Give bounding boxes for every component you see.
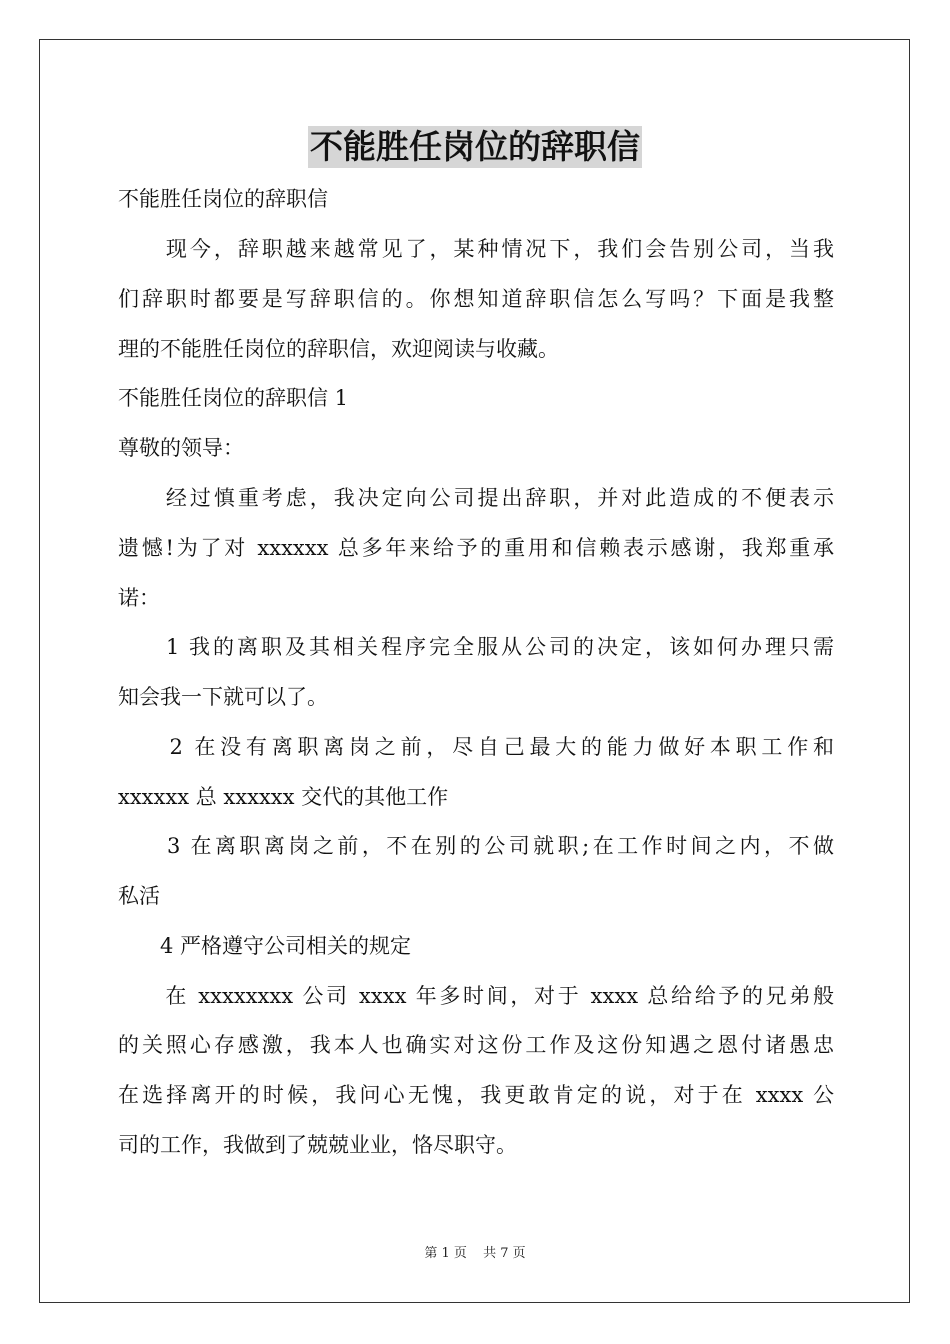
list-item-line: 私活 — [118, 884, 160, 908]
title-container — [0, 126, 950, 168]
paragraph-line: 司的工作，我做到了兢兢业业，恪尽职守。 — [118, 1133, 517, 1157]
list-item-line: 2 在没有离职离岗之前，尽自己最大的能力做好本职工作和 — [118, 735, 834, 759]
subtitle-line: 不能胜任岗位的辞职信 — [118, 187, 328, 211]
list-item-line: 3 在离职离岗之前，不在别的公司就职;在工作时间之内，不做 — [118, 834, 834, 858]
list-item-line: 4 严格遵守公司相关的规定 — [118, 934, 412, 958]
paragraph-line: 在 xxxxxxxx 公司 xxxx 年多时间，对于 xxxx 总给给予的兄弟般 — [118, 984, 834, 1008]
document-title: 不能胜任岗位的辞职信 — [310, 127, 640, 166]
page-footer — [0, 1246, 950, 1262]
page-border — [39, 39, 910, 1303]
page-total: 共 7 页 — [483, 1246, 526, 1261]
paragraph-line: 的关照心存感激，我本人也确实对这份工作及这份知遇之恩付诸愚忠 — [118, 1033, 834, 1057]
list-item-line: 知会我一下就可以了。 — [118, 685, 328, 709]
paragraph-line: 经过慎重考虑，我决定向公司提出辞职，并对此造成的不便表示 — [118, 486, 834, 510]
paragraph-line: 现今，辞职越来越常见了，某种情况下，我们会告别公司，当我 — [118, 237, 834, 261]
paragraph-line: 在选择离开的时候，我问心无愧，我更敢肯定的说，对于在 xxxx 公 — [118, 1083, 834, 1107]
paragraph-line: 遗憾!为了对 xxxxxx 总多年来给予的重用和信赖表示感谢，我郑重承 — [118, 536, 834, 560]
list-item-line: 1 我的离职及其相关程序完全服从公司的决定，该如何办理只需 — [118, 635, 834, 659]
paragraph-line: 理的不能胜任岗位的辞职信，欢迎阅读与收藏。 — [118, 337, 559, 361]
list-item-line: xxxxxx 总 xxxxxx 交代的其他工作 — [118, 785, 449, 809]
salutation: 尊敬的领导： — [118, 436, 244, 460]
paragraph-line: 诺： — [118, 586, 160, 610]
section-heading: 不能胜任岗位的辞职信 1 — [118, 386, 349, 410]
paragraph-line: 们辞职时都要是写辞职信的。你想知道辞职信怎么写吗？下面是我整 — [118, 287, 834, 311]
page-number: 第 1 页 — [424, 1246, 467, 1261]
